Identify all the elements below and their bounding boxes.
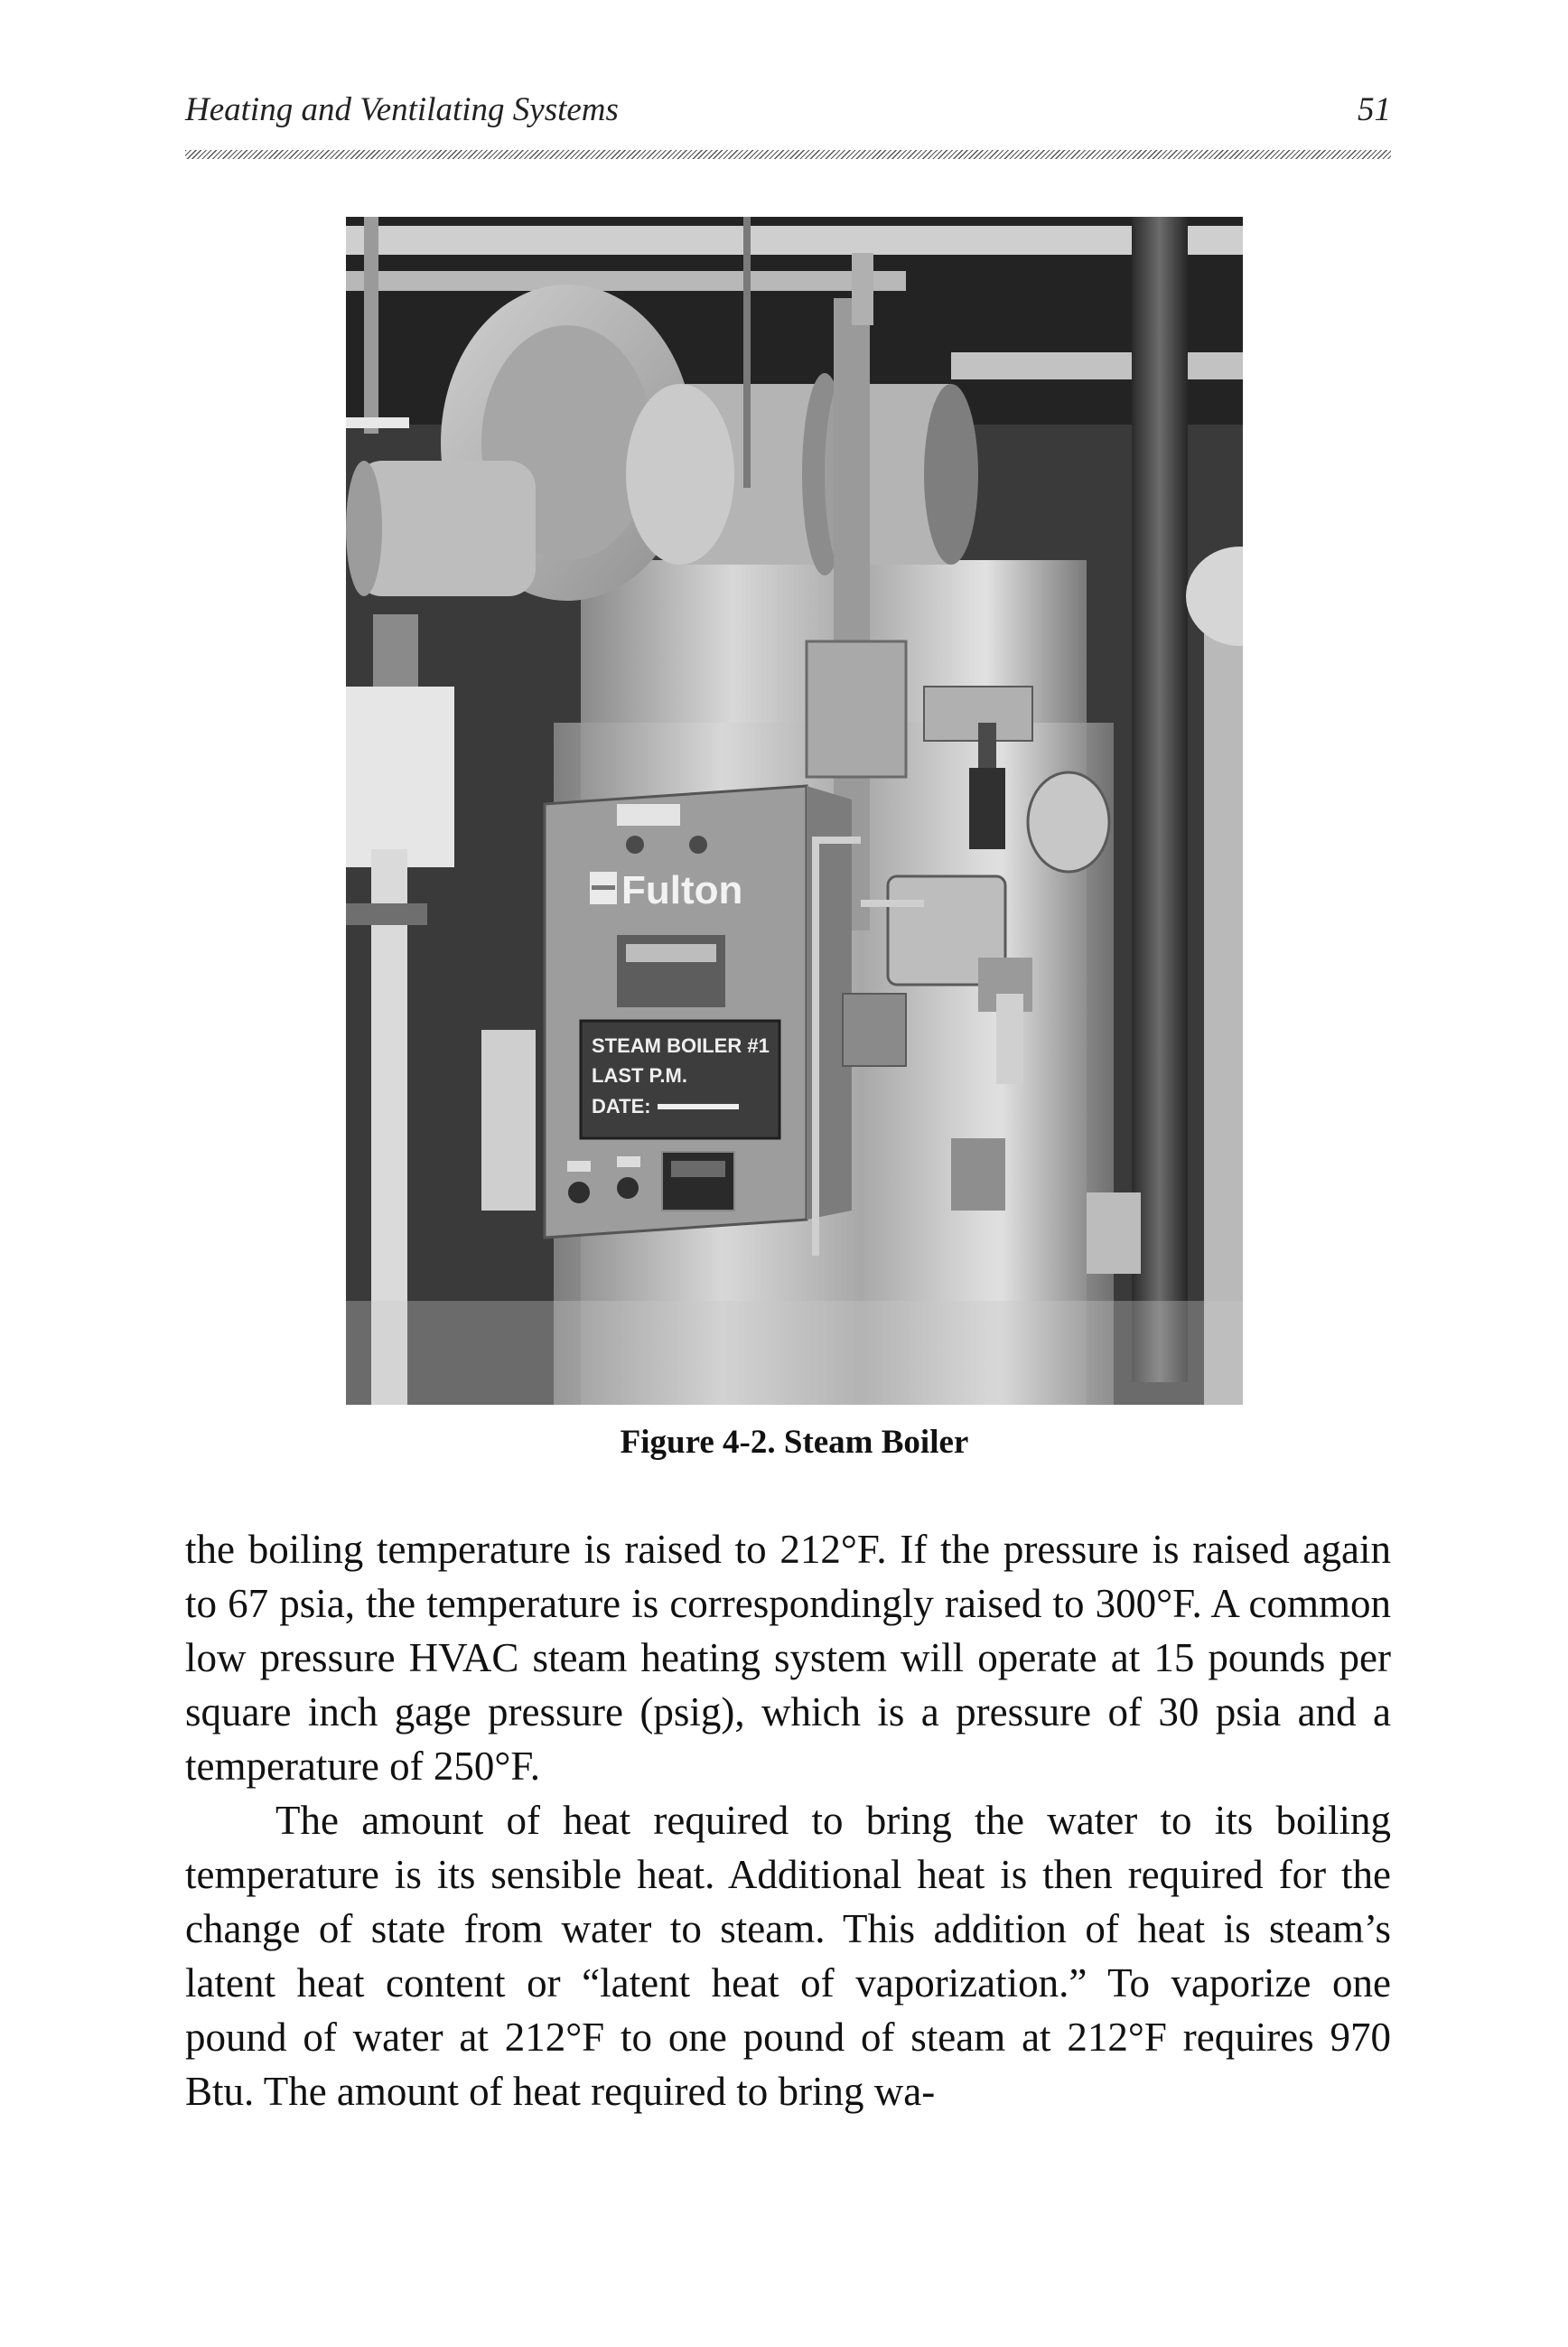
page-number: 51 bbox=[1358, 91, 1391, 128]
paragraph-1: the boiling temperature is raised to 212°F. If the pressure is raised again to 67 psia, the temperature is correspondingly raised to 300°F. A common low pressure HVAC steam heating system will operate at 15 pounds per square inch gage pressure (psig), which is a pressure of 30 psia and a temperature of 250°F. bbox=[185, 1527, 1391, 1789]
paragraph-2: The amount of heat required to bring the water to its boiling temperature is its sensible heat. Additional heat is then required for the change of state from water to steam. This addition of heat is steam’s latent heat content or “latent heat of vaporization.” To vaporize one pound of water at 212°F to one pound of steam at 212°F requires 970 Btu. The amount of heat required to bring wa- bbox=[185, 1798, 1391, 2114]
running-header bbox=[185, 90, 1391, 145]
plate-line-3: DATE: bbox=[592, 1095, 651, 1117]
figure-caption: Figure 4-2. Steam Boiler bbox=[620, 1424, 969, 1461]
fulton-logo: Fulton bbox=[621, 868, 743, 912]
header-rule bbox=[185, 150, 1391, 159]
body-text bbox=[185, 1522, 1391, 2118]
plate-line-2: LAST P.M. bbox=[592, 1064, 687, 1087]
running-title: Heating and Ventilating Systems bbox=[185, 91, 619, 128]
plate-line-1: STEAM BOILER #1 bbox=[592, 1034, 770, 1057]
steam-boiler-photo bbox=[346, 217, 1243, 1405]
